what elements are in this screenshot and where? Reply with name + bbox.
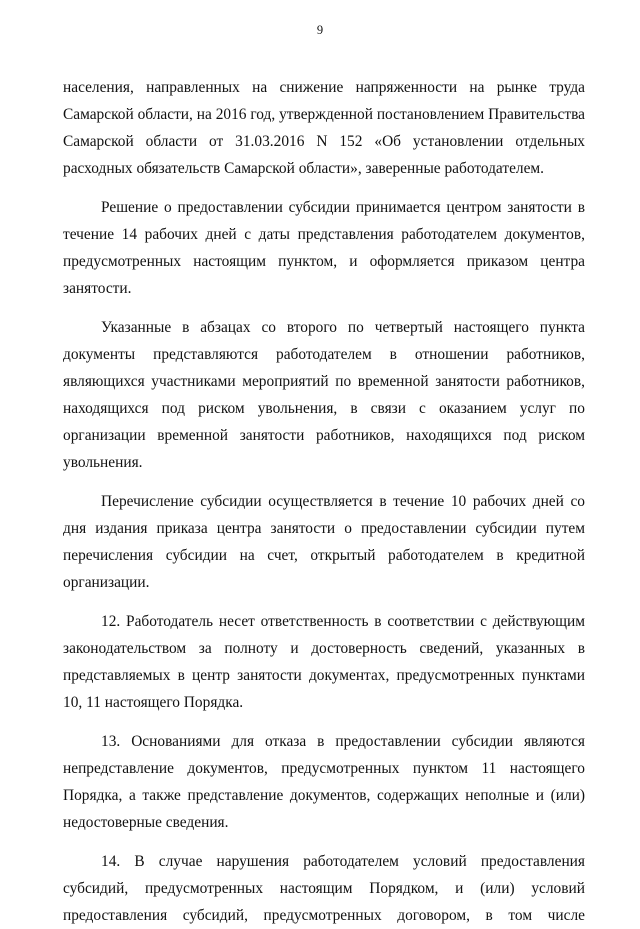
paragraph-item-12: 12. Работодатель несет ответственность в соответствии с действующим законодательством за полноту и достоверность сведений, указанных в представляемых в центр занятости документах, предусмотренных пунктами 10, 11 настоящего Порядка. (63, 613, 585, 711)
document-body (63, 74, 585, 929)
page-number: 9 (316, 23, 324, 37)
paragraph-transfer: Перечисление субсидии осуществляется в течение 10 рабочих дней со дня издания приказа центра занятости о предоставлении субсидии путем перечисления субсидии на счет, открытый работодателем в кредитной организации. (63, 493, 585, 591)
paragraph-decision: Решение о предоставлении субсидии принимается центром занятости в течение 14 рабочих дней с даты представления работодателем документов, предусмотренных настоящим пунктом, и оформляется приказом центра занятости. (63, 199, 585, 297)
paragraph-item-14: 14. В случае нарушения работодателем условий предоставления субсидий, предусмотренных настоящим Порядком, и (или) условий предоставления субсидий, предусмотренных договором, в том числе (63, 853, 585, 924)
paragraph-documents: Указанные в абзацах со второго по четвертый настоящего пункта документы представляются работодателем в отношении работников, являющихся участниками мероприятий по временной занятости работников, находящихся под риском увольнения, в связи с оказанием услуг по организации временной занятости работников, находящихся под риском увольнения. (63, 319, 585, 471)
paragraph-item-13: 13. Основаниями для отказа в предоставлении субсидии являются непредставление документов, предусмотренных пунктом 11 настоящего Порядка, а также представление документов, содержащих неполные и (или) недостоверные сведения. (63, 733, 585, 831)
paragraph-continuation: населения, направленных на снижение напряженности на рынке труда Самарской области, на 2016 год, утвержденной постановлением Правительства Самарской области от 31.03.2016 N 152 «Об установлении отдельных расходных обязательств Самарской области», заверенные работодателем. (63, 79, 585, 177)
